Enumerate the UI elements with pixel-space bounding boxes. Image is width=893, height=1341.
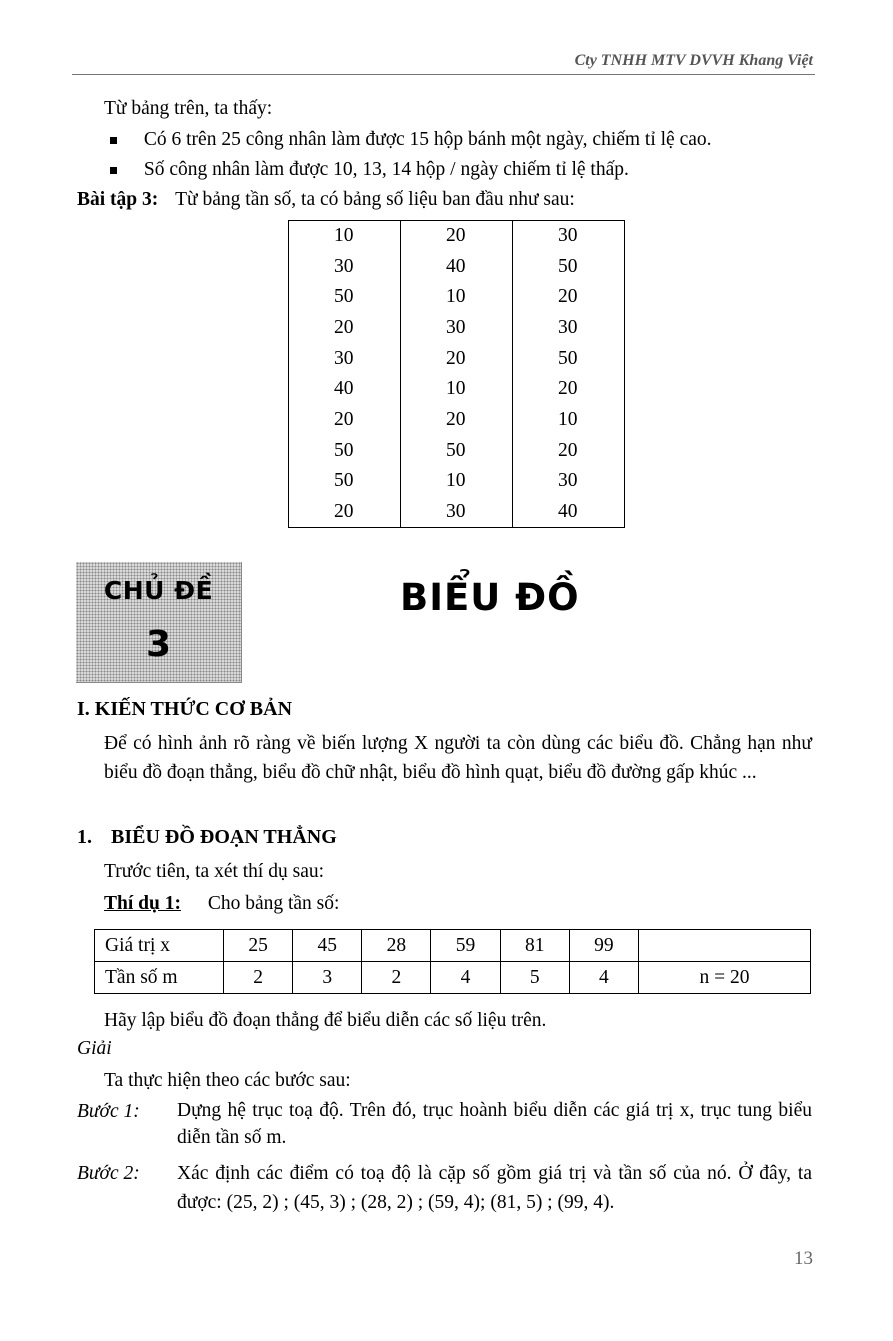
subsection-lead: Trước tiên, ta xét thí dụ sau: — [104, 861, 325, 882]
raw-data-cell: 40 — [289, 374, 401, 405]
raw-data-cell: 30 — [401, 497, 513, 528]
bullet-text: Có 6 trên 25 công nhân làm được 15 hộp bánh một ngày, chiếm tỉ lệ cao. — [143, 129, 712, 150]
raw-data-cell: 20 — [289, 405, 401, 436]
raw-data-cell: 30 — [289, 251, 401, 282]
task-text: Hãy lập biểu đồ đoạn thẳng để biểu diễn các số liệu trên. — [104, 1010, 547, 1031]
raw-data-cell: 10 — [401, 282, 513, 313]
topic-label: CHỦ ĐỀ — [103, 576, 214, 605]
raw-data-cell: 20 — [513, 435, 625, 466]
value-cell: 81 — [500, 930, 569, 962]
step-2-text: Xác định các điểm có toạ độ là cặp số gồm giá trị và tần số của nó. Ở đây, ta được: (25, 2) ; (45, 3) ; (28, 2) ; (59, 4); (81, 5) ; (99, 4). — [177, 1163, 812, 1213]
value-cell: 99 — [569, 930, 638, 962]
raw-data-cell: 30 — [513, 313, 625, 344]
exercise-3-label: Bài tập 3: — [77, 189, 159, 210]
exercise-3-text: Từ bảng tần số, ta có bảng số liệu ban đầu như sau: — [175, 189, 575, 210]
value-row-label: Giá trị x — [95, 930, 224, 962]
raw-data-cell: 50 — [289, 435, 401, 466]
frequency-row-label: Tần số m — [95, 962, 224, 994]
raw-data-cell: 20 — [401, 221, 513, 252]
frequency-cell: 5 — [500, 962, 569, 994]
raw-data-cell: 20 — [289, 313, 401, 344]
bullet-item-2 — [110, 158, 629, 182]
frequency-cell: 2 — [362, 962, 431, 994]
square-bullet-icon — [110, 167, 117, 174]
intro-lead: Từ bảng trên, ta thấy: — [104, 98, 273, 119]
section-paragraph: Để có hình ảnh rõ ràng về biến lượng X người ta còn dùng các biểu đồ. Chẳng hạn như biểu đồ đoạn thẳng, biểu đồ chữ nhật, biểu đồ hình quạt, biểu đồ đường gấp khúc ... — [104, 733, 812, 783]
section-heading: I. KIẾN THỨC CƠ BẢN — [77, 698, 293, 720]
frequency-cell: 3 — [293, 962, 362, 994]
step-1-text: Dựng hệ trục toạ độ. Trên đó, trục hoành biểu diễn các giá trị x, trục tung biểu diễn tần số m. — [177, 1100, 812, 1148]
topic-box — [76, 562, 242, 683]
raw-data-cell: 30 — [289, 343, 401, 374]
frequency-table — [94, 929, 811, 994]
raw-data-cell: 30 — [513, 221, 625, 252]
square-bullet-icon — [110, 137, 117, 144]
raw-data-row — [289, 405, 625, 436]
raw-data-cell: 50 — [513, 343, 625, 374]
subsection-heading — [77, 825, 337, 849]
example-label: Thí dụ 1: — [104, 893, 181, 914]
raw-data-cell: 20 — [513, 282, 625, 313]
raw-data-row — [289, 343, 625, 374]
example-1 — [104, 892, 339, 916]
raw-data-cell: 10 — [401, 374, 513, 405]
bullet-text: Số công nhân làm được 10, 13, 14 hộp / ngày chiếm tỉ lệ thấp. — [143, 159, 629, 180]
solution-lead: Ta thực hiện theo các bước sau: — [104, 1070, 351, 1091]
frequency-row — [95, 962, 811, 994]
total-cell: n = 20 — [638, 962, 810, 994]
raw-data-cell: 10 — [289, 221, 401, 252]
frequency-cell: 4 — [431, 962, 500, 994]
raw-data-cell: 10 — [401, 466, 513, 497]
value-cell: 59 — [431, 930, 500, 962]
exercise-3 — [77, 188, 575, 212]
raw-data-cell: 50 — [289, 282, 401, 313]
raw-data-cell: 30 — [513, 466, 625, 497]
subsection-title: BIỂU ĐỒ ĐOẠN THẲNG — [111, 826, 337, 848]
raw-data-cell: 50 — [513, 251, 625, 282]
step-2-label: Bước 2: — [77, 1163, 140, 1184]
chapter-title: BIỂU ĐỒ — [400, 576, 580, 619]
value-cell: 25 — [224, 930, 293, 962]
raw-data-row — [289, 221, 625, 252]
example-text: Cho bảng tần số: — [207, 893, 340, 914]
value-cell: 28 — [362, 930, 431, 962]
raw-data-cell: 40 — [513, 497, 625, 528]
raw-data-cell: 50 — [401, 435, 513, 466]
value-cell: 45 — [293, 930, 362, 962]
raw-data-row — [289, 435, 625, 466]
raw-data-cell: 20 — [401, 405, 513, 436]
raw-data-row — [289, 282, 625, 313]
raw-data-row — [289, 497, 625, 528]
raw-data-row — [289, 313, 625, 344]
raw-data-cell: 20 — [401, 343, 513, 374]
value-row — [95, 930, 811, 962]
raw-data-cell: 20 — [289, 497, 401, 528]
header-rule — [72, 74, 815, 75]
frequency-cell: 2 — [224, 962, 293, 994]
raw-data-row — [289, 374, 625, 405]
raw-data-row — [289, 466, 625, 497]
raw-data-cell: 40 — [401, 251, 513, 282]
topic-number: 3 — [145, 624, 172, 665]
raw-data-table — [288, 220, 625, 528]
bullet-item-1 — [110, 128, 712, 152]
empty-cell — [638, 930, 810, 962]
raw-data-row — [289, 251, 625, 282]
raw-data-cell: 30 — [401, 313, 513, 344]
solution-label: Giải — [77, 1038, 112, 1059]
running-header: Cty TNHH MTV DVVH Khang Việt — [574, 52, 813, 69]
page-number: 13 — [794, 1248, 813, 1269]
subsection-number: 1. — [77, 826, 92, 848]
raw-data-cell: 50 — [289, 466, 401, 497]
step-1-label: Bước 1: — [77, 1101, 140, 1122]
raw-data-cell: 10 — [513, 405, 625, 436]
raw-data-cell: 20 — [513, 374, 625, 405]
frequency-cell: 4 — [569, 962, 638, 994]
